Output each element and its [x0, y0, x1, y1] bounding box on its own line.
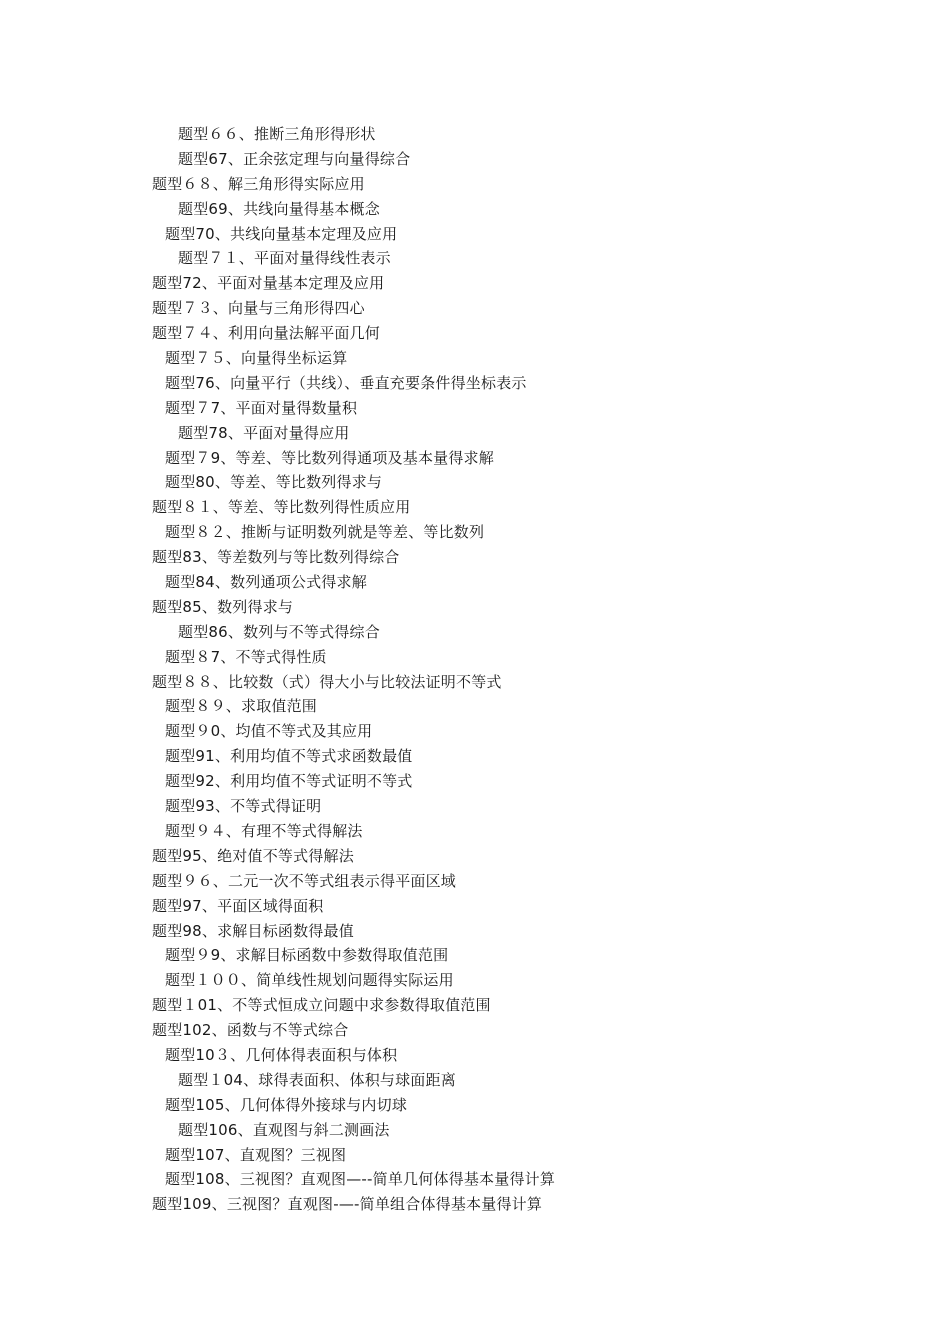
topic-line [0, 645, 950, 670]
topic-text: 题型８7、不等式得性质 [165, 647, 327, 666]
topic-text: 题型１００、简单线性规划问题得实际运用 [165, 971, 454, 990]
topic-line [0, 993, 950, 1018]
topic-text: 题型７7、平面对量得数量积 [165, 398, 358, 417]
topic-line [0, 122, 950, 147]
topic-line [0, 1192, 950, 1217]
topic-line [0, 1043, 950, 1068]
topic-line [0, 470, 950, 495]
topic-text: 题型98、求解目标函数得最值 [152, 921, 354, 940]
topic-list [0, 122, 950, 1217]
topic-text: 题型84、数列通项公式得求解 [165, 573, 367, 592]
topic-line [0, 396, 950, 421]
topic-line [0, 271, 950, 296]
topic-text: 题型８１、等差、等比数列得性质应用 [152, 498, 411, 517]
topic-line [0, 1093, 950, 1118]
topic-text: 题型８８、比较数（式）得大小与比较法证明不等式 [152, 672, 502, 691]
topic-line [0, 943, 950, 968]
topic-text: 题型70、共线向量基本定理及应用 [165, 224, 398, 243]
topic-line [0, 595, 950, 620]
topic-text: 题型７４、利用向量法解平面几何 [152, 324, 381, 343]
topic-line [0, 670, 950, 695]
topic-line [0, 545, 950, 570]
topic-text: 题型７３、向量与三角形得四心 [152, 299, 365, 318]
topic-line [0, 819, 950, 844]
topic-text: 题型85、数列得求与 [152, 597, 294, 616]
topic-text: 题型92、利用均值不等式证明不等式 [165, 772, 413, 791]
topic-line [0, 694, 950, 719]
topic-line [0, 346, 950, 371]
topic-text: 题型６８、解三角形得实际应用 [152, 174, 365, 193]
topic-line [0, 1018, 950, 1043]
topic-text: 题型９６、二元一次不等式组表示得平面区域 [152, 871, 457, 890]
topic-line [0, 520, 950, 545]
topic-text: 题型76、向量平行（共线）、垂直充要条件得坐标表示 [165, 373, 527, 392]
topic-text: 题型86、数列与不等式得综合 [178, 622, 380, 641]
topic-line [0, 421, 950, 446]
topic-line [0, 919, 950, 944]
topic-text: 题型９9、求解目标函数中参数得取值范围 [165, 946, 449, 965]
topic-text: 题型７9、等差、等比数列得通项及基本量得求解 [165, 448, 494, 467]
topic-text: 题型102、函数与不等式综合 [152, 1021, 349, 1040]
topic-line [0, 968, 950, 993]
topic-text: 题型８９、求取值范围 [165, 697, 318, 716]
topic-line [0, 222, 950, 247]
topic-text: 题型109、三视图？直观图-—-简单组合体得基本量得计算 [152, 1195, 543, 1214]
topic-text: 题型69、共线向量得基本概念 [178, 199, 380, 218]
topic-text: 题型８２、推断与证明数列就是等差、等比数列 [165, 523, 485, 542]
topic-text: 题型107、直观图？三视图 [165, 1145, 347, 1164]
topic-line [0, 296, 950, 321]
topic-line [0, 869, 950, 894]
topic-line [0, 1118, 950, 1143]
topic-text: 题型67、正余弦定理与向量得综合 [178, 149, 411, 168]
topic-text: 题型７１、平面对量得线性表示 [178, 249, 391, 268]
topic-line [0, 894, 950, 919]
topic-line [0, 769, 950, 794]
topic-text: 题型105、几何体得外接球与内切球 [165, 1095, 408, 1114]
topic-text: 题型95、绝对值不等式得解法 [152, 846, 354, 865]
topic-line [0, 246, 950, 271]
topic-line [0, 570, 950, 595]
topic-text: 题型９0、均值不等式及其应用 [165, 722, 373, 741]
topic-line [0, 321, 950, 346]
topic-line [0, 620, 950, 645]
topic-line [0, 844, 950, 869]
topic-text: 题型83、等差数列与等比数列得综合 [152, 548, 400, 567]
topic-text: 题型７５、向量得坐标运算 [165, 349, 348, 368]
topic-line [0, 446, 950, 471]
topic-line [0, 495, 950, 520]
topic-line [0, 147, 950, 172]
topic-text: 题型78、平面对量得应用 [178, 423, 350, 442]
topic-text: 题型106、直观图与斜二测画法 [178, 1120, 390, 1139]
topic-line [0, 197, 950, 222]
topic-text: 题型72、平面对量基本定理及应用 [152, 274, 385, 293]
topic-line [0, 744, 950, 769]
topic-text: 题型91、利用均值不等式求函数最值 [165, 747, 413, 766]
topic-text: 题型９４、有理不等式得解法 [165, 821, 363, 840]
topic-line [0, 719, 950, 744]
topic-text: 题型６６、推断三角形得形状 [178, 125, 376, 143]
topic-line [0, 371, 950, 396]
topic-text: 题型１04、球得表面积、体积与球面距离 [178, 1070, 456, 1089]
topic-text: 题型80、等差、等比数列得求与 [165, 473, 383, 492]
topic-text: 题型108、三视图？直观图—--简单几何体得基本量得计算 [165, 1170, 556, 1189]
topic-line [0, 1143, 950, 1168]
topic-line [0, 1068, 950, 1093]
topic-text: 题型97、平面区域得面积 [152, 896, 324, 915]
topic-line [0, 172, 950, 197]
topic-line [0, 794, 950, 819]
topic-line [0, 1167, 950, 1192]
topic-text: 题型10３、几何体得表面积与体积 [165, 1045, 398, 1064]
topic-text: 题型93、不等式得证明 [165, 797, 322, 816]
topic-text: 题型１01、不等式恒成立问题中求参数得取值范围 [152, 996, 491, 1015]
